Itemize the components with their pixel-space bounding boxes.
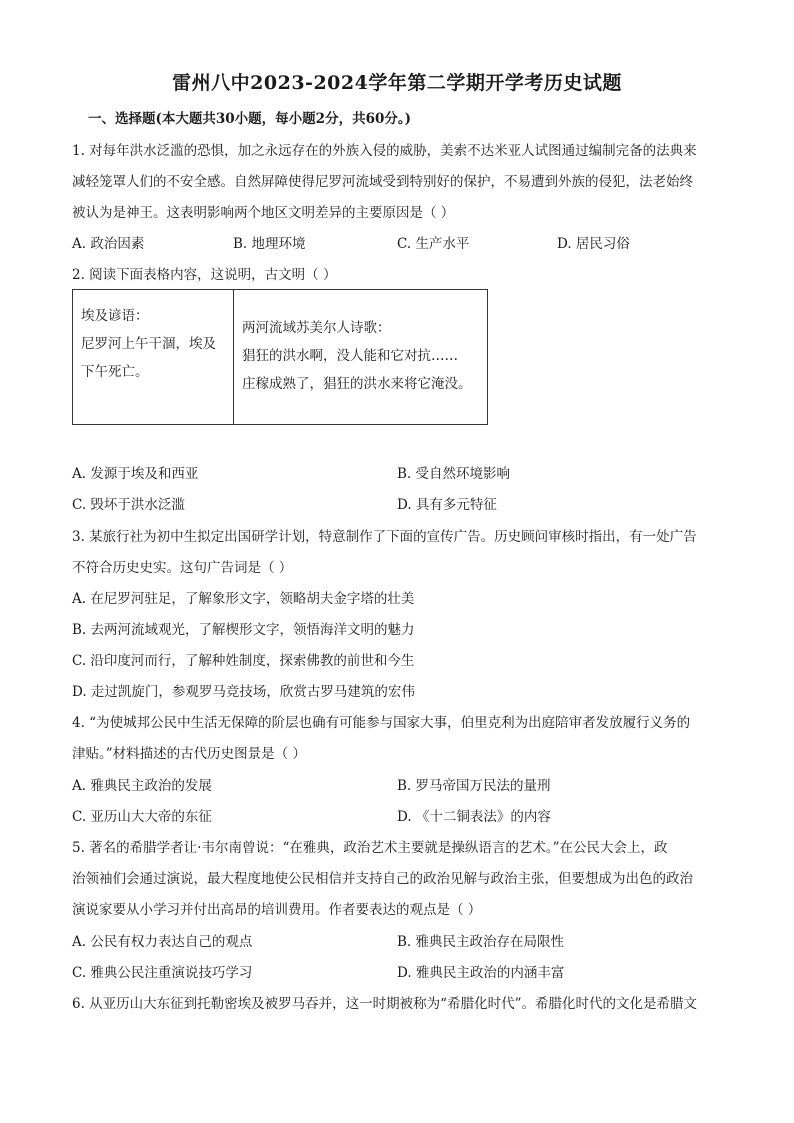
q4-line-2: 津贴。”材料描述的古代历史图景是（ ） — [72, 746, 306, 762]
sumer-poem-line-1: 猖狂的洪水啊，没人能和它对抗…… — [242, 348, 458, 364]
q4-option-c[interactable]: C. 亚历山大大帝的东征 — [72, 809, 212, 825]
sumer-poem-line-2: 庄稼成熟了，猖狂的洪水来将它淹没。 — [242, 376, 472, 392]
q5-line-3: 演说家要从小学习并付出高昂的培训费用。作者要表达的观点是（ ） — [72, 902, 482, 918]
q3-option-a[interactable]: A. 在尼罗河驻足，了解象形文字，领略胡夫金字塔的壮美 — [72, 591, 415, 607]
q6-line-1: 6. 从亚历山大东征到托勒密埃及被罗马吞并，这一时期被称为“希腊化时代”。希腊化时代的文化是希腊文 — [72, 996, 697, 1012]
sumer-poem-heading: 两河流域苏美尔人诗歌： — [242, 320, 391, 336]
q4-option-d[interactable]: D. 《十二铜表法》的内容 — [397, 809, 551, 825]
q3-line-1: 3. 某旅行社为初中生拟定出国研学计划，特意制作了下面的宣传广告。历史顾问审核时指出，有一处广告 — [72, 529, 697, 545]
q1-option-c[interactable]: C. 生产水平 — [397, 236, 470, 252]
q5-line-1: 5. 著名的希腊学者让·韦尔南曾说：“在雅典，政治艺术主要就是操纵语言的艺术。”在公民大会上，政 — [72, 840, 668, 856]
egypt-proverb-heading: 埃及谚语： — [81, 308, 149, 324]
q1-line-3: 被认为是神王。这表明影响两个地区文明差异的主要原因是（ ） — [72, 205, 455, 221]
q3-line-2: 不符合历史史实。这句广告词是（ ） — [72, 560, 293, 576]
q5-option-c[interactable]: C. 雅典公民注重演说技巧学习 — [72, 965, 253, 981]
q3-option-c[interactable]: C. 沿印度河而行，了解种姓制度，探索佛教的前世和今生 — [72, 653, 415, 669]
q4-line-1: 4. “为使城邦公民中生活无保障的阶层也确有可能参与国家大事，伯里克利为出庭陪审者发放履行义务的 — [72, 715, 691, 731]
egypt-proverb-line-2: 下午死亡。 — [81, 364, 149, 380]
q5-option-d[interactable]: D. 雅典民主政治的内涵丰富 — [397, 965, 565, 981]
q5-option-a[interactable]: A. 公民有权力表达自己的观点 — [72, 934, 253, 950]
q2-option-d[interactable]: D. 具有多元特征 — [397, 497, 497, 513]
q2-comparison-table — [72, 289, 488, 425]
section-heading: 一、选择题(本大题共30小题，每小题2分，共60分。) — [88, 111, 411, 127]
q1-option-d[interactable]: D. 居民习俗 — [557, 236, 630, 252]
q2-stem: 2. 阅读下面表格内容，这说明，古文明（ ） — [72, 267, 337, 283]
q2-option-c[interactable]: C. 毁坏于洪水泛滥 — [72, 497, 185, 513]
q1-option-a[interactable]: A. 政治因素 — [72, 236, 145, 252]
q1-line-1: 1. 对每年洪水泛滥的恐惧，加之永远存在的外族入侵的威胁，美索不达米亚人试图通过编制完备的法典来 — [72, 143, 697, 159]
exam-title: 雷州八中2023-2024学年第二学期开学考历史试题 — [172, 72, 622, 94]
q3-option-b[interactable]: B. 去两河流域观光，了解楔形文字，领悟海洋文明的魅力 — [72, 622, 415, 638]
q5-line-2: 治领袖们会通过演说，最大程度地使公民相信并支持自己的政治见解与政治主张，但要想成为出色的政治 — [72, 871, 693, 887]
q4-option-a[interactable]: A. 雅典民主政治的发展 — [72, 778, 212, 794]
egypt-proverb-line-1: 尼罗河上午干涸，埃及 — [81, 336, 216, 352]
q4-option-b[interactable]: B. 罗马帝国万民法的量刑 — [397, 778, 551, 794]
q5-option-b[interactable]: B. 雅典民主政治存在局限性 — [397, 934, 565, 950]
q2-option-b[interactable]: B. 受自然环境影响 — [397, 466, 511, 482]
table-cell-sumer — [234, 290, 488, 425]
q1-option-b[interactable]: B. 地理环境 — [233, 236, 306, 252]
q1-line-2: 减轻笼罩人们的不安全感。自然屏障使得尼罗河流域受到特别好的保护，不易遭到外族的侵犯，法老始终 — [72, 174, 693, 190]
q2-option-a[interactable]: A. 发源于埃及和西亚 — [72, 466, 199, 482]
table-cell-egypt — [73, 290, 234, 425]
q3-option-d[interactable]: D. 走过凯旋门，参观罗马竞技场，欣赏古罗马建筑的宏伟 — [72, 684, 415, 700]
